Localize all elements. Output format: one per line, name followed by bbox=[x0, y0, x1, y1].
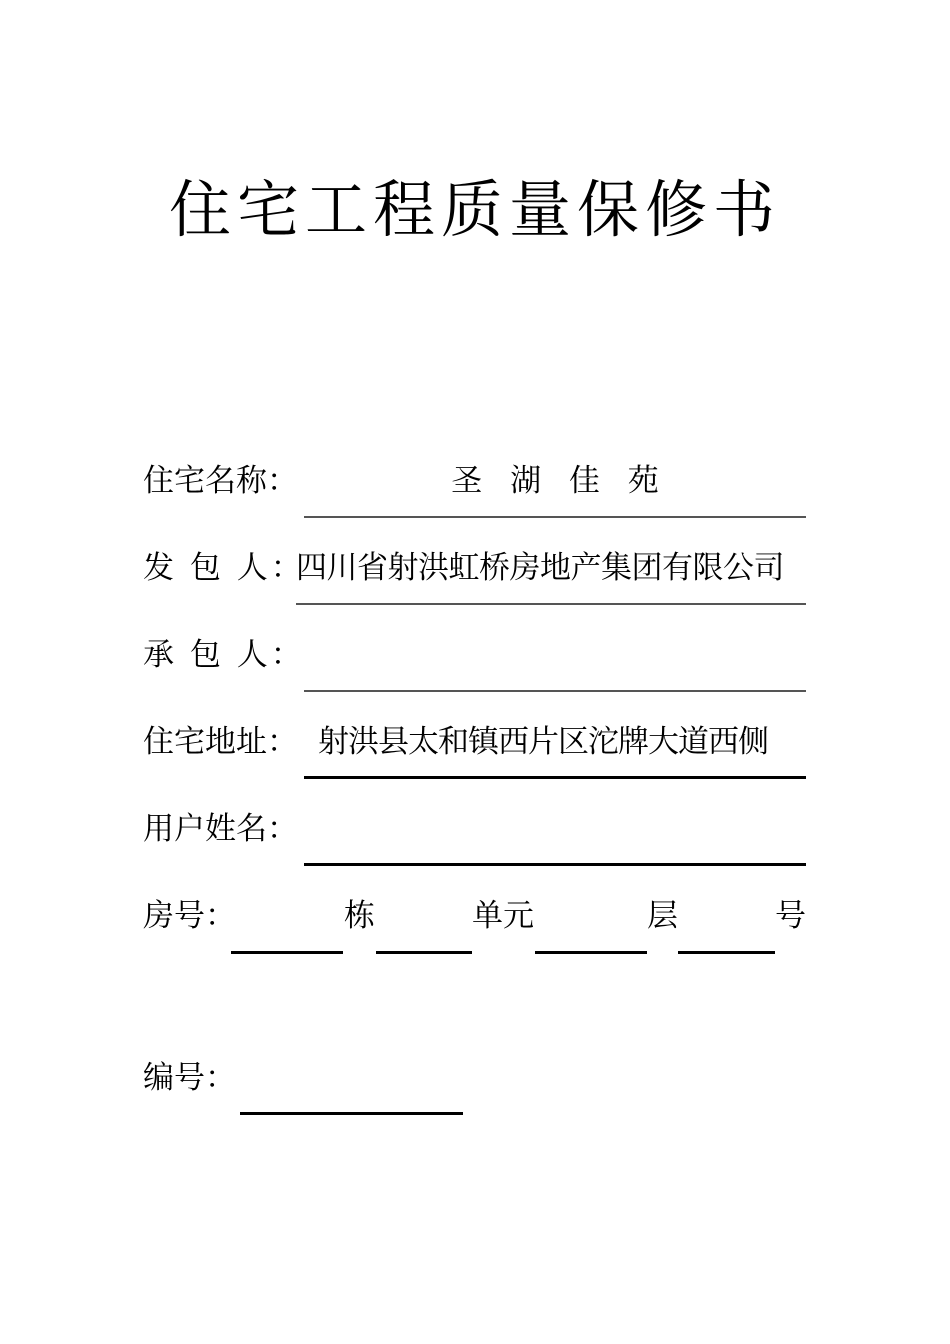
contractor-issuer-label: 发 包 人： bbox=[143, 550, 305, 586]
building-blank bbox=[231, 951, 343, 954]
residence-name-value: 圣 湖 佳 苑 bbox=[451, 463, 659, 499]
residence-name-label: 住宅名称： bbox=[143, 463, 298, 499]
number-unit: 号 bbox=[775, 898, 806, 934]
residence-name-underline bbox=[304, 516, 806, 518]
number-blank bbox=[678, 951, 775, 954]
address-value: 射洪县太和镇西片区沱牌大道西侧 bbox=[318, 724, 768, 760]
contractor-issuer-underline bbox=[296, 603, 806, 605]
serial-underline bbox=[240, 1112, 463, 1115]
unit-blank bbox=[376, 951, 472, 954]
room-label: 房号： bbox=[143, 898, 236, 934]
document-title: 住宅工程质量保修书 bbox=[168, 173, 781, 246]
floor-unit: 层 bbox=[647, 898, 678, 934]
unit-unit: 单元 bbox=[472, 898, 534, 934]
owner-name-underline bbox=[304, 863, 806, 866]
contractor-issuer-value: 四川省射洪虹桥房地产集团有限公司 bbox=[296, 550, 784, 586]
floor-blank bbox=[535, 951, 647, 954]
serial-label: 编号： bbox=[143, 1060, 236, 1096]
contractor-receiver-label: 承 包 人： bbox=[143, 637, 305, 673]
owner-name-label: 用户姓名： bbox=[143, 811, 298, 847]
address-label: 住宅地址： bbox=[143, 724, 298, 760]
building-unit: 栋 bbox=[344, 898, 375, 934]
contractor-receiver-underline bbox=[304, 690, 806, 692]
address-underline bbox=[304, 776, 806, 779]
